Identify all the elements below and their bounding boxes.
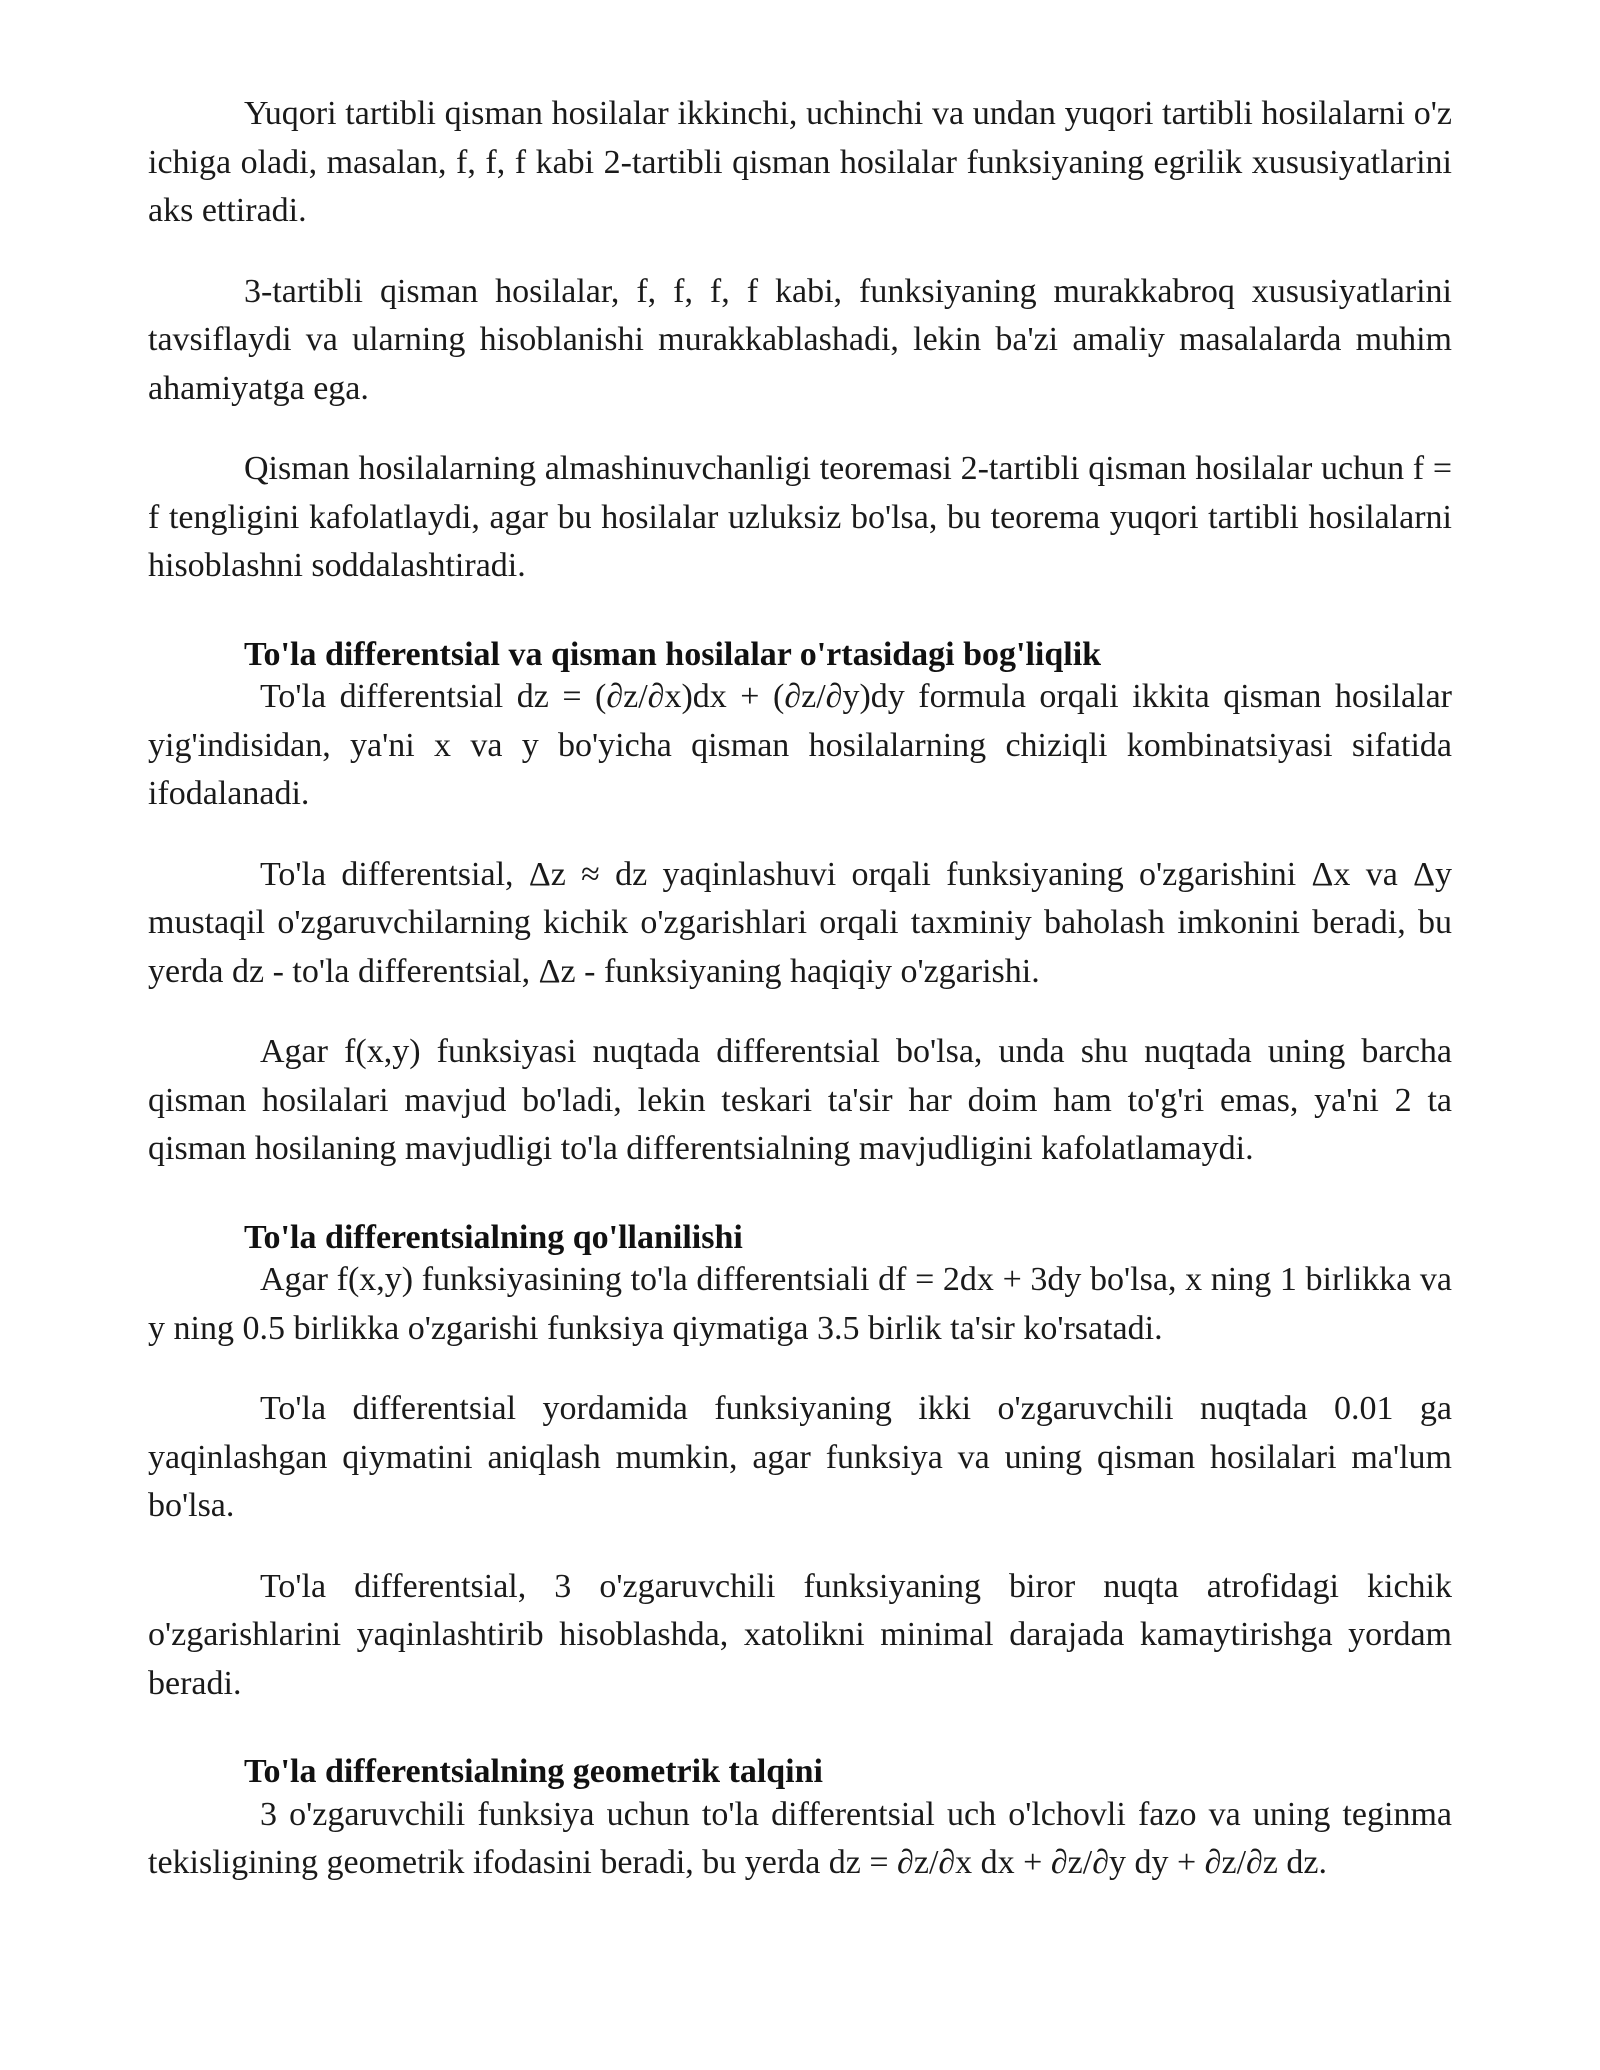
- paragraph-application-three-variables: To'la differentsial, 3 o'zgaruvchili funksiyaning biror nuqta atrofidagi kichik o'zgarishlarini yaqinlashtirib hisoblashda, xatolikni minimal darajada kamaytirishga yordam beradi.: [148, 1567, 1452, 1702]
- paragraph-geometric-interpretation: 3 o'zgaruvchili funksiya uchun to'la differentsial uch o'lchovli fazo va uning teginma tekisligining geometrik ifodasini beradi, bu yerda dz = ∂z/∂x dx + ∂z/∂y dy + ∂z/∂z dz.: [148, 1795, 1452, 1881]
- section-heading-applications: To'la differentsialning qo'llanilishi: [244, 1218, 743, 1256]
- paragraph-approximation: To'la differentsial, Δz ≈ dz yaqinlashuvi orqali funksiyaning o'zgarishini Δx va Δy mustaqil o'zgaruvchilarning kichik o'zgarishlari orqali taxminiy baholash imkonini beradi, bu yerda dz - to'la differentsial, Δz - funksiyaning haqiqiy o'zgarishi.: [148, 855, 1452, 990]
- paragraph-total-differential-formula: To'la differentsial dz = (∂z/∂x)dx + (∂z/∂y)dy formula orqali ikkita qisman hosilalar yig'indisidan, ya'ni x va y bo'yicha qisman hosilalarning chiziqli kombinatsiyasi sifatida ifodalanadi.: [148, 678, 1452, 812]
- paragraph-application-example: Agar f(x,y) funksiyasining to'la differentsiali df = 2dx + 3dy bo'lsa, x ning 1 birlikka va y ning 0.5 birlikka o'zgarishi funksiya qiymatiga 3.5 birlik ta'sir ko'rsatadi.: [148, 1261, 1452, 1347]
- paragraph-application-approximation: To'la differentsial yordamida funksiyaning ikki o'zgaruvchili nuqtada 0.01 ga yaqinlashgan qiymatini aniqlash mumkin, agar funksiya va uning qisman hosilalari ma'lum bo'lsa.: [148, 1390, 1452, 1524]
- paragraph-higher-order-derivatives: Yuqori tartibli qisman hosilalar ikkinchi, uchinchi va undan yuqori tartibli hosilalarni o'z ichiga oladi, masalan, f, f, f kabi 2-tartibli qisman hosilalar funksiyaning egrilik xususiyatlarini aks ettiradi.: [148, 95, 1452, 229]
- paragraph-differentiability: Agar f(x,y) funksiyasi nuqtada differentsial bo'lsa, unda shu nuqtada uning barcha qisman hosilalari mavjud bo'ladi, lekin teskari ta'sir har doim ham to'g'ri emas, ya'ni 2 ta qisman hosilaning mavjudligi to'la differentsialning mavjudligini kafolatlamaydi.: [148, 1033, 1452, 1167]
- section-heading-relation: To'la differentsial va qisman hosilalar o'rtasidagi bog'liqlik: [244, 635, 1102, 673]
- paragraph-third-order-derivatives: 3-tartibli qisman hosilalar, f, f, f, f kabi, funksiyaning murakkabroq xususiyatlarini tavsiflaydi va ularning hisoblanishi murakkablashadi, lekin ba'zi amaliy masalalarda muhim ahamiyatga ega.: [148, 272, 1452, 407]
- section-heading-geometric: To'la differentsialning geometrik talqini: [244, 1753, 823, 1790]
- paragraph-commutativity-theorem: Qisman hosilalarning almashinuvchanligi teoremasi 2-tartibli qisman hosilalar uchun f = f tengligini kafolatlaydi, agar bu hosilalar uzluksiz bo'lsa, bu teorema yuqori tartibli hosilalarni hisoblashni soddalashtiradi.: [148, 450, 1452, 584]
- document-page: [148, 90, 1452, 1920]
